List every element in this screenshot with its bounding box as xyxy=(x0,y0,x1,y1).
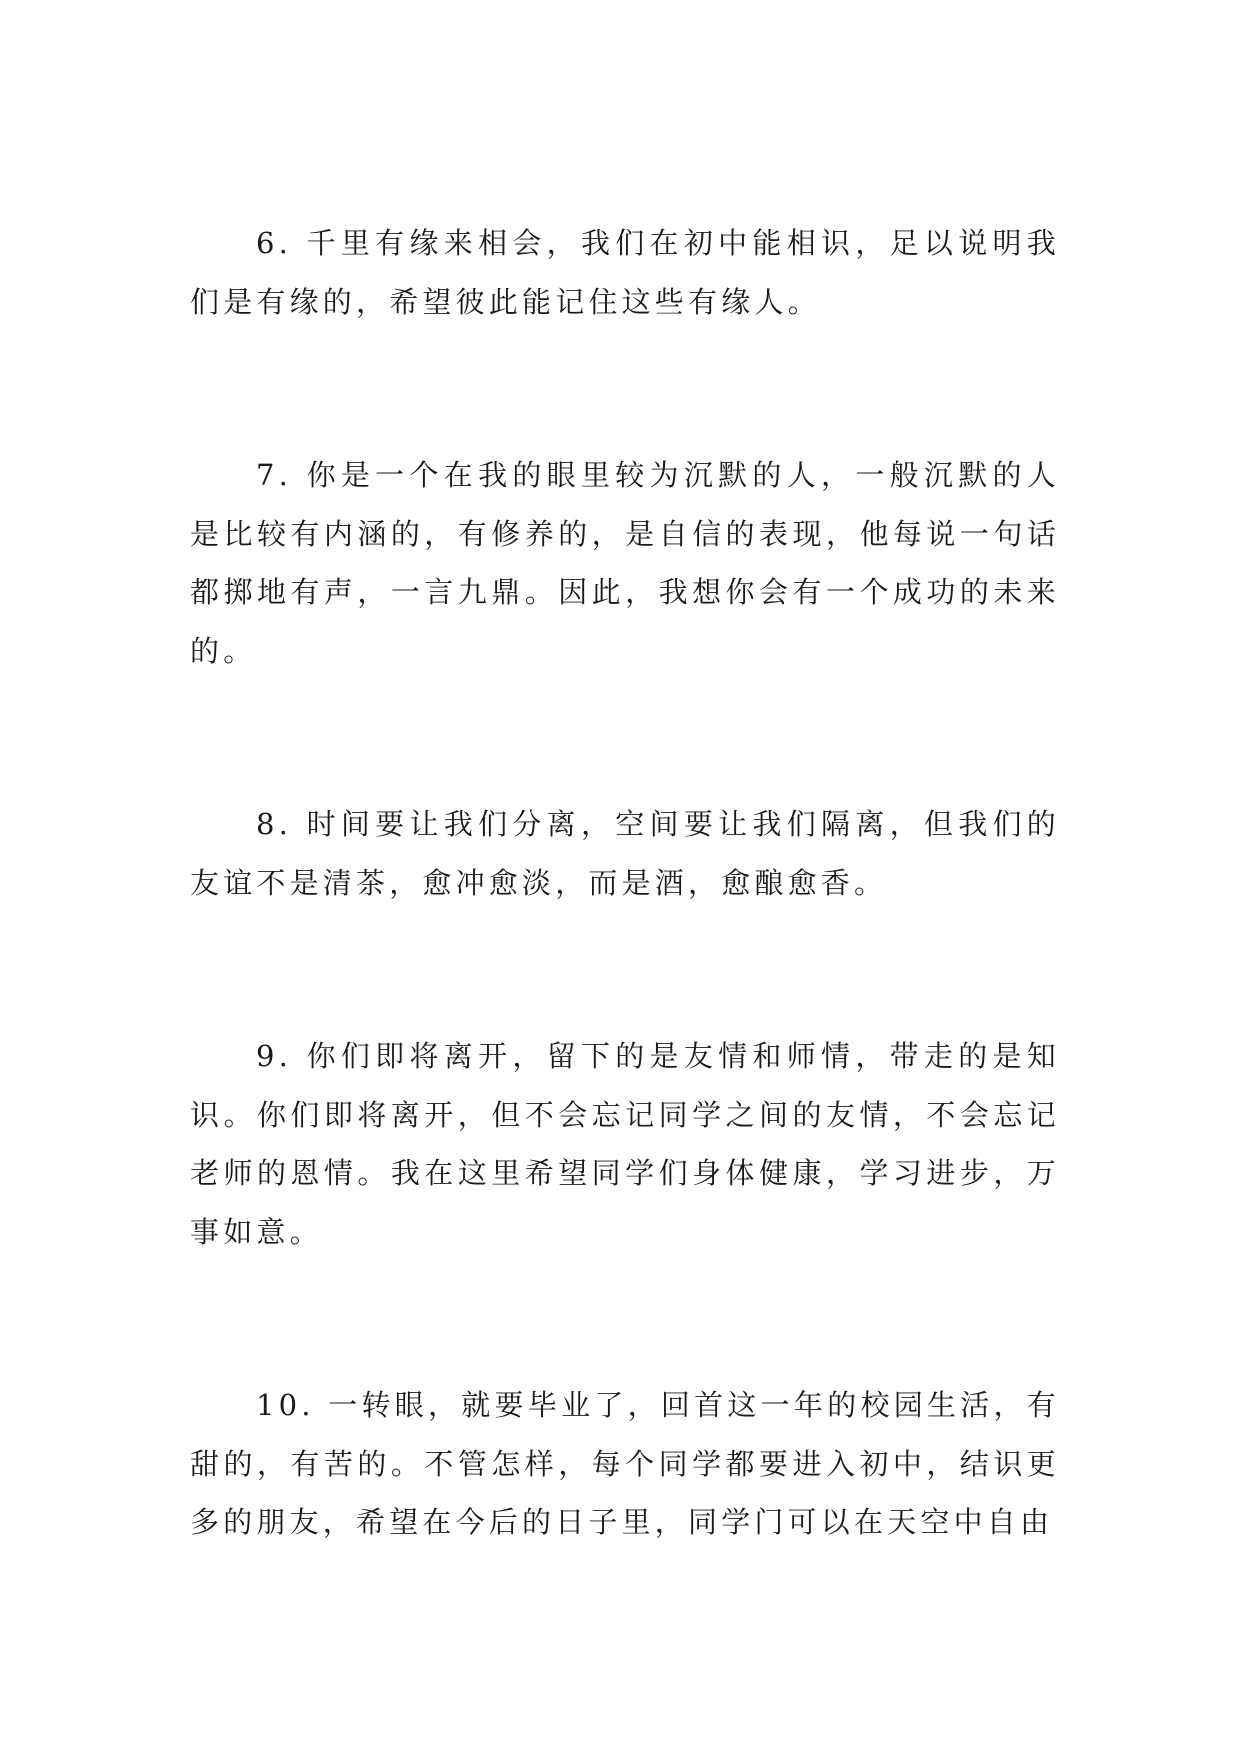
paragraph-7: 7. 你是一个在我的眼里较为沉默的人，一般沉默的人是比较有内涵的，有修养的，是自信的表现，他每说一句话都掷地有声，一言九鼎。因此，我想你会有一个成功的未来的。 xyxy=(190,458,1060,668)
paragraph-spacer xyxy=(190,1261,1060,1376)
paragraph-spacer xyxy=(190,912,1060,1027)
paragraph-10: 10. 一转眼，就要毕业了，回首这一年的校园生活，有甜的，有苦的。不管怎样，每个同学都要进入初中，结识更多的朋友，希望在今后的日子里，同学门可以在天空中自由 xyxy=(190,1388,1060,1539)
document-body xyxy=(190,214,1060,1552)
paragraph-8: 8. 时间要让我们分离，空间要让我们隔离，但我们的友谊不是清茶，愈冲愈淡，而是酒，愈酿愈香。 xyxy=(190,807,1060,900)
paragraph-spacer xyxy=(190,680,1060,795)
paragraph-6: 6. 千里有缘来相会，我们在初中能相识，足以说明我们是有缘的，希望彼此能记住这些有缘人。 xyxy=(190,226,1060,319)
paragraph-spacer xyxy=(190,331,1060,446)
paragraph-9: 9. 你们即将离开，留下的是友情和师情，带走的是知识。你们即将离开，但不会忘记同学之间的友情，不会忘记老师的恩情。我在这里希望同学们身体健康，学习进步，万事如意。 xyxy=(190,1039,1060,1249)
